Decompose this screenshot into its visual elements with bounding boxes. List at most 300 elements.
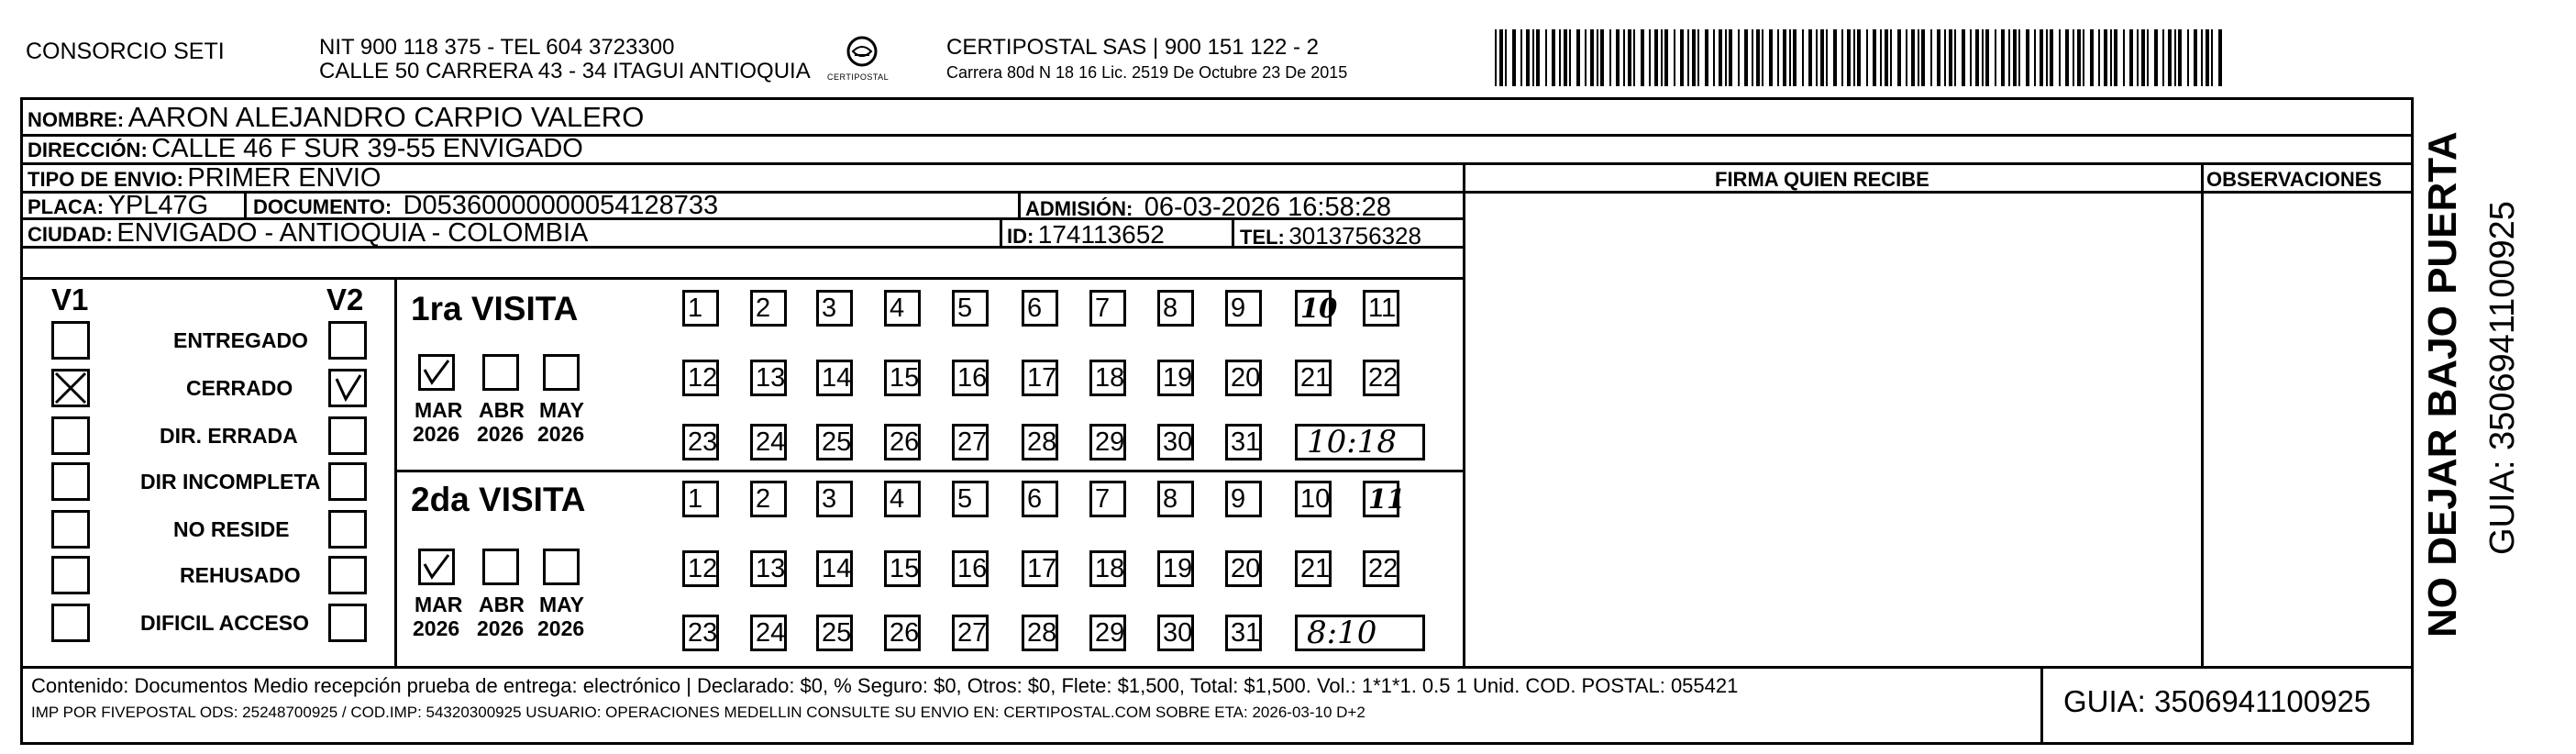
- day-box[interactable]: [952, 424, 989, 460]
- company-name: CONSORCIO SETI: [26, 39, 225, 64]
- id-row: [1007, 222, 1165, 248]
- v1-checkbox[interactable]: [51, 510, 90, 549]
- barcode-bar: [2137, 29, 2139, 86]
- day-number: 7: [1095, 484, 1111, 514]
- day-number: 3: [822, 484, 837, 514]
- status-option-label: DIFICIL ACCESO: [140, 611, 310, 635]
- day-box[interactable]: [682, 481, 719, 517]
- day-box[interactable]: [1089, 615, 1126, 651]
- day-box[interactable]: [816, 550, 853, 587]
- year-label: 2026: [537, 616, 585, 640]
- day-box[interactable]: [1089, 550, 1126, 587]
- day-box[interactable]: [1363, 481, 1406, 517]
- status-option-label: DIR. ERRADA: [160, 424, 298, 448]
- barcode-bar: [1975, 29, 1979, 86]
- barcode-bar: [1982, 29, 1984, 86]
- barcode-bar: [1826, 29, 1828, 86]
- day-box[interactable]: [1225, 550, 1262, 587]
- barcode-bar: [1802, 29, 1804, 86]
- day-box[interactable]: [682, 360, 719, 396]
- barcode-bar: [2206, 29, 2209, 86]
- day-box[interactable]: [952, 615, 989, 651]
- day-number: 16: [957, 554, 988, 583]
- barcode-bar: [1873, 29, 1876, 86]
- barcode-bar: [1808, 29, 1812, 86]
- barcode-bar: [1616, 29, 1620, 86]
- barcode-bar: [1918, 29, 1919, 86]
- ciudad-label: CIUDAD:: [28, 223, 113, 246]
- day-number: 13: [756, 554, 786, 583]
- day-number: 30: [1163, 618, 1193, 648]
- check-mark-icon: [421, 357, 452, 388]
- visit2-title: 2da VISITA: [411, 481, 586, 518]
- barcode-bar: [2083, 29, 2084, 86]
- day-box[interactable]: [1157, 481, 1194, 517]
- day-number: 9: [1231, 484, 1246, 514]
- day-box[interactable]: [750, 481, 787, 517]
- barcode-bar: [1697, 29, 1699, 86]
- barcode-bar: [1962, 29, 1965, 86]
- barcode-bar: [1680, 29, 1684, 86]
- observaciones-header: OBSERVACIONES: [2206, 168, 2383, 191]
- barcode-bar: [1866, 29, 1868, 86]
- year-label: 2026: [537, 422, 585, 446]
- tel-label: TEL:: [1240, 226, 1285, 249]
- month-label: ABR: [479, 593, 525, 616]
- barcode-bar: [2065, 29, 2069, 86]
- admision-value: 06-03-2026 16:58:28: [1144, 193, 1392, 222]
- day-box[interactable]: [1363, 290, 1399, 327]
- day-number: 19: [1163, 363, 1193, 393]
- month-checkbox[interactable]: [543, 354, 580, 391]
- barcode-bar: [1906, 29, 1907, 86]
- barcode-bar: [2104, 29, 2107, 86]
- tel-row: [1240, 224, 1421, 248]
- barcode-bar: [2201, 29, 2203, 86]
- day-box[interactable]: [1089, 481, 1126, 517]
- logo-text: CERTIPOSTAL: [827, 72, 890, 82]
- barcode-bar: [2077, 29, 2081, 86]
- barcode-bar: [2050, 29, 2053, 86]
- barcode-bar: [1744, 29, 1748, 86]
- nombre-label: NOMBRE:: [28, 108, 125, 131]
- barcode-bar: [1841, 29, 1843, 86]
- day-box[interactable]: [1022, 481, 1058, 517]
- barcode-bar: [1725, 29, 1727, 86]
- day-box[interactable]: [816, 615, 853, 651]
- barcode-bar: [2073, 29, 2074, 86]
- day-number: 2: [756, 484, 771, 514]
- barcode-bar: [1820, 29, 1824, 86]
- month-label: MAR: [415, 398, 463, 422]
- visit-time-box[interactable]: 10:18: [1295, 424, 1425, 460]
- status-option-label: ENTREGADO: [173, 328, 308, 352]
- day-box[interactable]: [884, 424, 921, 460]
- side-guia: GUIA: 3506941100925: [2483, 201, 2522, 555]
- admision-label: ADMISIÓN:: [1025, 197, 1133, 220]
- barcode-bar: [1752, 29, 1753, 86]
- barcode-bar: [1789, 29, 1791, 86]
- day-box[interactable]: [682, 290, 719, 327]
- day-number: 18: [1095, 554, 1125, 583]
- barcode-bar: [2154, 29, 2158, 86]
- ciudad-value: ENVIGADO - ANTIOQUIA - COLOMBIA: [116, 218, 589, 248]
- day-number: 11: [1368, 294, 1397, 323]
- day-box[interactable]: [816, 290, 853, 327]
- barcode-bar: [1885, 29, 1888, 86]
- day-number: 21: [1300, 554, 1331, 583]
- barcode-bar: [2174, 29, 2176, 86]
- day-box[interactable]: [816, 481, 853, 517]
- day-number: 15: [890, 363, 920, 393]
- month-checkbox[interactable]: [482, 354, 519, 391]
- v2-checkbox[interactable]: [328, 321, 367, 360]
- day-number: 12: [688, 554, 718, 583]
- v2-label: V2: [326, 283, 364, 316]
- v1-checkbox[interactable]: [51, 462, 90, 501]
- documento-label: DOCUMENTO:: [253, 195, 392, 218]
- barcode-bar: [2114, 29, 2117, 86]
- year-label: 2026: [477, 616, 525, 640]
- day-box[interactable]: [1022, 550, 1058, 587]
- day-number: 4: [890, 294, 905, 323]
- barcode-bar: [1705, 29, 1708, 86]
- barcode-bar: [1944, 29, 1946, 86]
- certipostal-line: CERTIPOSTAL SAS | 900 151 122 - 2: [946, 35, 1319, 60]
- barcode-bar: [2147, 29, 2149, 86]
- day-box[interactable]: [1157, 550, 1194, 587]
- month-checkbox[interactable]: [482, 549, 519, 585]
- barcode-bar: [1623, 29, 1625, 86]
- v2-checkbox[interactable]: [328, 369, 367, 407]
- day-number: 16: [957, 363, 988, 393]
- placa-row: [28, 193, 208, 219]
- direccion-value: CALLE 46 F SUR 39-55 ENVIGADO: [151, 134, 583, 163]
- v1-checkbox[interactable]: [51, 604, 90, 642]
- day-box[interactable]: [1089, 424, 1126, 460]
- day-number: 6: [1027, 484, 1043, 514]
- day-number: 29: [1095, 618, 1125, 648]
- month-checkbox[interactable]: [543, 549, 580, 585]
- barcode-bar: [1564, 29, 1567, 86]
- tipo-row: [28, 165, 381, 192]
- day-box[interactable]: [1363, 550, 1399, 587]
- day-number: 19: [1163, 554, 1193, 583]
- placa-label: PLACA:: [28, 195, 105, 218]
- barcode-bar: [2040, 29, 2043, 86]
- day-number: 10: [1300, 293, 1338, 324]
- day-number: 22: [1368, 554, 1399, 583]
- day-box[interactable]: [1295, 550, 1332, 587]
- barcode-bar: [1816, 29, 1818, 86]
- barcode-bar: [2059, 29, 2061, 86]
- day-box[interactable]: [816, 360, 853, 396]
- barcode-bar: [1857, 29, 1861, 86]
- barcode-bar: [1729, 29, 1732, 86]
- certipostal-logo: [827, 33, 897, 88]
- day-number: 24: [756, 427, 786, 457]
- day-number: 15: [890, 554, 920, 583]
- v2-checkbox[interactable]: [328, 604, 367, 642]
- day-box[interactable]: [884, 550, 921, 587]
- day-box[interactable]: [952, 481, 989, 517]
- barcode-bar: [1777, 29, 1779, 86]
- day-number: 17: [1027, 554, 1057, 583]
- day-box[interactable]: [750, 290, 787, 327]
- day-box[interactable]: [682, 424, 719, 460]
- barcode-bar: [1970, 29, 1972, 86]
- barcode-bar: [1897, 29, 1901, 86]
- status-option-label: REHUSADO: [180, 563, 301, 587]
- barcode-bar: [1833, 29, 1837, 86]
- barcode-bar: [1597, 29, 1598, 86]
- day-box[interactable]: [1295, 360, 1332, 396]
- visit1-title: 1ra VISITA: [411, 290, 579, 327]
- barcode-bar: [1495, 29, 1497, 86]
- day-box[interactable]: [884, 360, 921, 396]
- day-box[interactable]: [884, 481, 921, 517]
- barcode-bar: [2129, 29, 2133, 86]
- day-box[interactable]: [1225, 424, 1262, 460]
- day-box[interactable]: [1225, 481, 1262, 517]
- day-box[interactable]: [1157, 615, 1194, 651]
- day-number: 1: [688, 294, 703, 323]
- nombre-value: AARON ALEJANDRO CARPIO VALERO: [127, 101, 645, 133]
- barcode: [1495, 29, 2228, 86]
- barcode-bar: [2194, 29, 2197, 86]
- month-label: MAR: [415, 593, 463, 616]
- day-number: 31: [1231, 427, 1261, 457]
- barcode-bar: [1664, 29, 1668, 86]
- contenido-line: Contenido: Documentos Medio recepción prueba de entrega: electrónico | Declarado: $0, % Seguro: $0, Otros: $0, Flete: $1,500, Total: $1,500. Vol.: 1*1*1. 0.5 1 Unid. COD. POSTAL: 055421: [31, 674, 1739, 697]
- day-number: 14: [822, 363, 852, 393]
- barcode-bar: [1520, 29, 1522, 86]
- day-number: 18: [1095, 363, 1125, 393]
- check-mark-icon: [331, 371, 364, 405]
- x-mark-icon: [54, 371, 87, 405]
- barcode-bar: [2162, 29, 2164, 86]
- day-box[interactable]: [952, 360, 989, 396]
- v2-checkbox[interactable]: [328, 416, 367, 455]
- year-label: 2026: [413, 616, 460, 640]
- tel-value: 3013756328: [1288, 222, 1421, 249]
- day-box[interactable]: [1225, 290, 1262, 327]
- day-box[interactable]: [1022, 424, 1058, 460]
- barcode-bar: [2001, 29, 2005, 86]
- barcode-bar: [2046, 29, 2048, 86]
- day-number: 17: [1027, 363, 1057, 393]
- day-box[interactable]: [1022, 360, 1058, 396]
- day-number: 13: [756, 363, 786, 393]
- barcode-bar: [1921, 29, 1925, 86]
- day-number: 14: [822, 554, 852, 583]
- barcode-bar: [1512, 29, 1516, 86]
- barcode-bar: [2178, 29, 2182, 86]
- barcode-bar: [1911, 29, 1915, 86]
- barcode-bar: [1628, 29, 1631, 86]
- day-box[interactable]: [750, 550, 787, 587]
- barcode-bar: [1713, 29, 1715, 86]
- barcode-bar: [2090, 29, 2094, 86]
- barcode-bar: [2123, 29, 2125, 86]
- tipo-label: TIPO DE ENVIO:: [28, 168, 183, 191]
- day-number: 5: [957, 294, 973, 323]
- barcode-bar: [1532, 29, 1534, 86]
- barcode-bar: [2141, 29, 2145, 86]
- admision-row: [1025, 194, 1391, 221]
- barcode-bar: [1954, 29, 1956, 86]
- day-number: 28: [1027, 618, 1057, 648]
- v2-checkbox[interactable]: [328, 462, 367, 501]
- day-box[interactable]: [750, 360, 787, 396]
- day-number: 5: [957, 484, 973, 514]
- day-box[interactable]: [750, 424, 787, 460]
- day-box[interactable]: [884, 615, 921, 651]
- day-number: 20: [1231, 554, 1261, 583]
- v1-checkbox[interactable]: [51, 556, 90, 594]
- day-box[interactable]: [1157, 290, 1194, 327]
- v2-checkbox[interactable]: [328, 510, 367, 549]
- day-box[interactable]: [884, 290, 921, 327]
- day-number: 7: [1095, 294, 1111, 323]
- day-number: 11: [1368, 483, 1406, 515]
- barcode-bar: [2187, 29, 2189, 86]
- day-box[interactable]: [750, 615, 787, 651]
- barcode-bar: [1633, 29, 1635, 86]
- barcode-bar: [2110, 29, 2112, 86]
- license-line: Carrera 80d N 18 16 Lic. 2519 De Octubre 23 De 2015: [946, 63, 1348, 82]
- barcode-bar: [1692, 29, 1696, 86]
- v1-checkbox[interactable]: [51, 321, 90, 360]
- status-option-label: DIR INCOMPLETA: [140, 470, 321, 493]
- barcode-bar: [1880, 29, 1882, 86]
- month-checkbox[interactable]: [418, 354, 455, 391]
- barcode-bar: [2168, 29, 2172, 86]
- day-box[interactable]: [1363, 360, 1399, 396]
- barcode-bar: [1654, 29, 1658, 86]
- placa-value: YPL47G: [107, 191, 209, 220]
- year-label: 2026: [477, 422, 525, 446]
- day-number: 1: [688, 484, 703, 514]
- barcode-bar: [1545, 29, 1547, 86]
- barcode-bar: [2026, 29, 2029, 86]
- imp-line: IMP POR FIVEPOSTAL ODS: 25248700925 / COD.IMP: 54320300925 USUARIO: OPERACIONES MEDELLIN CONSULTE SU ENVIO EN: CERTIPOSTAL.COM SOBRE ETA: 2026-03-10 D+2: [31, 704, 1365, 721]
- barcode-bar: [1674, 29, 1675, 86]
- day-box[interactable]: [1157, 360, 1194, 396]
- barcode-bar: [1576, 29, 1580, 86]
- firma-header: FIRMA QUIEN RECIBE: [1715, 168, 1929, 191]
- day-number: 8: [1163, 294, 1178, 323]
- v1-checkbox[interactable]: [51, 369, 90, 407]
- barcode-bar: [1526, 29, 1530, 86]
- day-number: 29: [1095, 427, 1125, 457]
- barcode-bar: [2018, 29, 2020, 86]
- barcode-bar: [1949, 29, 1952, 86]
- month-label: ABR: [479, 398, 525, 422]
- barcode-bar: [1641, 29, 1644, 86]
- barcode-bar: [1985, 29, 1989, 86]
- barcode-bar: [1505, 29, 1507, 86]
- month-checkbox[interactable]: [418, 549, 455, 585]
- v2-checkbox[interactable]: [328, 556, 367, 594]
- day-number: 30: [1163, 427, 1193, 457]
- barcode-bar: [1499, 29, 1503, 86]
- barcode-bar: [1756, 29, 1760, 86]
- day-box[interactable]: [1295, 290, 1338, 327]
- barcode-bar: [2013, 29, 2017, 86]
- day-box[interactable]: [1157, 424, 1194, 460]
- day-box[interactable]: [1225, 360, 1262, 396]
- direccion-row: [28, 136, 583, 162]
- barcode-bar: [1536, 29, 1540, 86]
- day-box[interactable]: [682, 550, 719, 587]
- id-value: 174113652: [1037, 220, 1165, 249]
- check-mark-icon: [421, 551, 452, 582]
- day-number: 2: [756, 294, 771, 323]
- day-number: 23: [688, 618, 718, 648]
- visit-time-box[interactable]: 8:10: [1295, 615, 1425, 651]
- barcode-bar: [2211, 29, 2213, 86]
- day-number: 20: [1231, 363, 1261, 393]
- barcode-bar: [1719, 29, 1722, 86]
- day-box[interactable]: [952, 290, 989, 327]
- documento-value: D05360000000054128733: [403, 191, 719, 220]
- nombre-row: [28, 103, 644, 131]
- barcode-bar: [1937, 29, 1940, 86]
- barcode-bar: [1762, 29, 1763, 86]
- day-box[interactable]: [1225, 615, 1262, 651]
- status-option-label: CERRADO: [186, 376, 293, 400]
- day-box[interactable]: [1089, 290, 1126, 327]
- barcode-bar: [1569, 29, 1571, 86]
- day-box[interactable]: [682, 615, 719, 651]
- barcode-bar: [1552, 29, 1555, 86]
- day-box[interactable]: [1022, 615, 1058, 651]
- day-box[interactable]: [1295, 481, 1332, 517]
- barcode-bar: [1769, 29, 1773, 86]
- address-line: CALLE 50 CARRERA 43 - 34 ITAGUI ANTIOQUIA: [319, 59, 811, 83]
- day-number: 8: [1163, 484, 1178, 514]
- day-number: 9: [1231, 294, 1246, 323]
- day-number: 6: [1027, 294, 1043, 323]
- day-number: 28: [1027, 427, 1057, 457]
- day-number: 24: [756, 618, 786, 648]
- footer-guia: GUIA: 3506941100925: [2063, 684, 2371, 718]
- day-number: 4: [890, 484, 905, 514]
- id-label: ID:: [1007, 225, 1034, 248]
- barcode-bar: [1687, 29, 1689, 86]
- day-box[interactable]: [816, 424, 853, 460]
- day-box[interactable]: [1022, 290, 1058, 327]
- barcode-bar: [1590, 29, 1594, 86]
- v1-checkbox[interactable]: [51, 416, 90, 455]
- documento-row: [253, 193, 718, 219]
- day-box[interactable]: [952, 550, 989, 587]
- day-box[interactable]: [1089, 360, 1126, 396]
- direccion-label: DIRECCIÓN:: [28, 139, 148, 161]
- ciudad-row: [28, 220, 588, 247]
- barcode-bar: [1559, 29, 1561, 86]
- month-label: MAY: [539, 398, 584, 422]
- day-number: 21: [1300, 363, 1331, 393]
- barcode-bar: [1930, 29, 1932, 86]
- day-number: 25: [822, 618, 852, 648]
- barcode-bar: [1890, 29, 1892, 86]
- barcode-bar: [1853, 29, 1855, 86]
- barcode-bar: [1661, 29, 1663, 86]
- barcode-bar: [1585, 29, 1587, 86]
- barcode-bar: [2218, 29, 2222, 86]
